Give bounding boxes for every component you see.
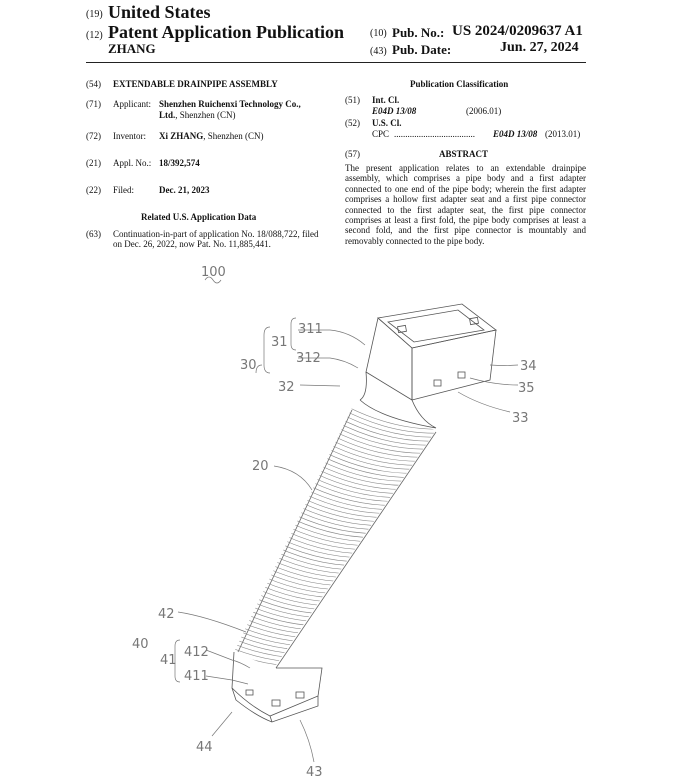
inventor-label: Inventor: (113, 131, 146, 141)
inid-code-72: (72) (86, 131, 101, 141)
label-100: 100 (201, 265, 226, 280)
label-31: 31 (271, 335, 288, 350)
inventor-location: , Shenzhen (CN) (203, 131, 264, 141)
pub-no-label: Pub. No.: (392, 25, 445, 40)
pipe-rib (242, 582, 342, 606)
second-adapter (232, 652, 322, 722)
inventor-surname: ZHANG (108, 41, 156, 56)
filed-label: Filed: (113, 185, 135, 195)
related-data-heading: Related U.S. Application Data (141, 212, 257, 222)
cpc-label: CPC (372, 129, 390, 139)
label-412: 412 (184, 645, 209, 660)
pipe-rib (240, 586, 340, 610)
label-32: 32 (278, 380, 295, 395)
inid-code-22: (22) (86, 185, 101, 195)
publication-type: Patent Application Publication (108, 22, 345, 42)
pipe-rib (263, 546, 363, 570)
pipe-rib (217, 626, 317, 650)
label-43: 43 (306, 765, 323, 780)
leader-lines (175, 277, 518, 762)
pipe-rib (256, 558, 356, 582)
pub-date-label: Pub. Date: (392, 42, 452, 57)
continuation-text: Continuation-in-part of application No. 18/088,722, filed on Dec. 26, 2022, now Pat. No. 11,885,441. (113, 229, 319, 250)
inid-code-10: (10) (370, 28, 387, 39)
inid-code-12: (12) (86, 30, 103, 41)
applicant-ltd: Ltd. (159, 110, 176, 120)
cpc-value: E04D 13/08 (493, 129, 538, 139)
inid-code-21: (21) (86, 158, 101, 168)
pipe-rib (272, 530, 372, 554)
label-30: 30 (240, 358, 257, 373)
int-cl-value: E04D 13/08 (372, 106, 417, 116)
inid-code-43: (43) (370, 46, 387, 57)
label-42: 42 (158, 607, 175, 622)
label-44: 44 (196, 740, 213, 755)
label-34: 34 (520, 359, 537, 374)
cpc-year: (2013.01) (545, 129, 581, 139)
label-411: 411 (184, 669, 209, 684)
label-20: 20 (252, 459, 269, 474)
country-title: United States (108, 2, 211, 22)
pipe-rib (219, 622, 319, 646)
first-adapter (360, 304, 496, 428)
label-40: 40 (132, 637, 149, 652)
reference-numerals (132, 265, 537, 780)
pipe-rib (261, 550, 361, 574)
pub-no: US 2024/0209637 A1 (452, 23, 583, 39)
pipe-rib (254, 562, 354, 586)
pipe-rib (251, 566, 351, 590)
applicant-label: Applicant: (113, 99, 151, 109)
pipe-rib (224, 614, 324, 638)
cpc-dots: .................................... (394, 129, 475, 139)
pipe-rib (228, 606, 328, 630)
applicant-location: , Shenzhen (CN) (175, 110, 236, 120)
invention-title: EXTENDABLE DRAINPIPE ASSEMBLY (113, 79, 278, 89)
label-312: 312 (296, 351, 321, 366)
inventor-name: Xi ZHANG (159, 131, 204, 141)
label-35: 35 (518, 381, 535, 396)
pipe-rib (233, 598, 333, 622)
abstract-heading: ABSTRACT (439, 149, 489, 159)
pipe-rib (207, 642, 307, 666)
inid-code-54: (54) (86, 79, 101, 89)
inid-code-52: (52) (345, 118, 360, 128)
pipe-rib (221, 618, 321, 642)
pub-classification-heading: Publication Classification (410, 79, 509, 89)
inid-code-57: (57) (345, 149, 360, 159)
inid-code-63: (63) (86, 229, 101, 239)
abstract-text: The present application relates to an extendable drainpipe assembly, which comprises a pipe body and a first adapter connected to one end of the pipe body; wherein the first adapter comprises a hollow first adapter seat and a first pipe connector connected to the first adapter seat, the first pipe connector comprises at least a first fold, the pipe body comprises at least a second fold, and the first pipe connector is mountably and removably connected to the pipe body. (345, 163, 586, 246)
filed-date: Dec. 21, 2023 (159, 185, 210, 195)
label-33: 33 (512, 411, 529, 426)
applicant-name: Shenzhen Ruichenxi Technology Co., (159, 99, 301, 109)
label-311: 311 (298, 322, 323, 337)
inid-code-71: (71) (86, 99, 101, 109)
int-cl-year: (2006.01) (466, 106, 502, 116)
pub-date: Jun. 27, 2024 (500, 40, 579, 55)
pipe-rib (205, 646, 305, 670)
appl-no-label: Appl. No.: (113, 158, 152, 168)
pipe-rib (230, 602, 330, 626)
int-cl-label: Int. Cl. (372, 95, 400, 105)
appl-no: 18/392,574 (159, 158, 200, 168)
inid-code-51: (51) (345, 95, 360, 105)
pipe-rib (258, 554, 358, 578)
pipe-rib (235, 594, 335, 618)
pipe-rib (210, 638, 310, 662)
pipe-rib (270, 534, 370, 558)
label-41: 41 (160, 653, 177, 668)
pipe-rib (237, 590, 337, 614)
us-cl-label: U.S. Cl. (372, 118, 402, 128)
inid-code-19: (19) (86, 9, 103, 20)
